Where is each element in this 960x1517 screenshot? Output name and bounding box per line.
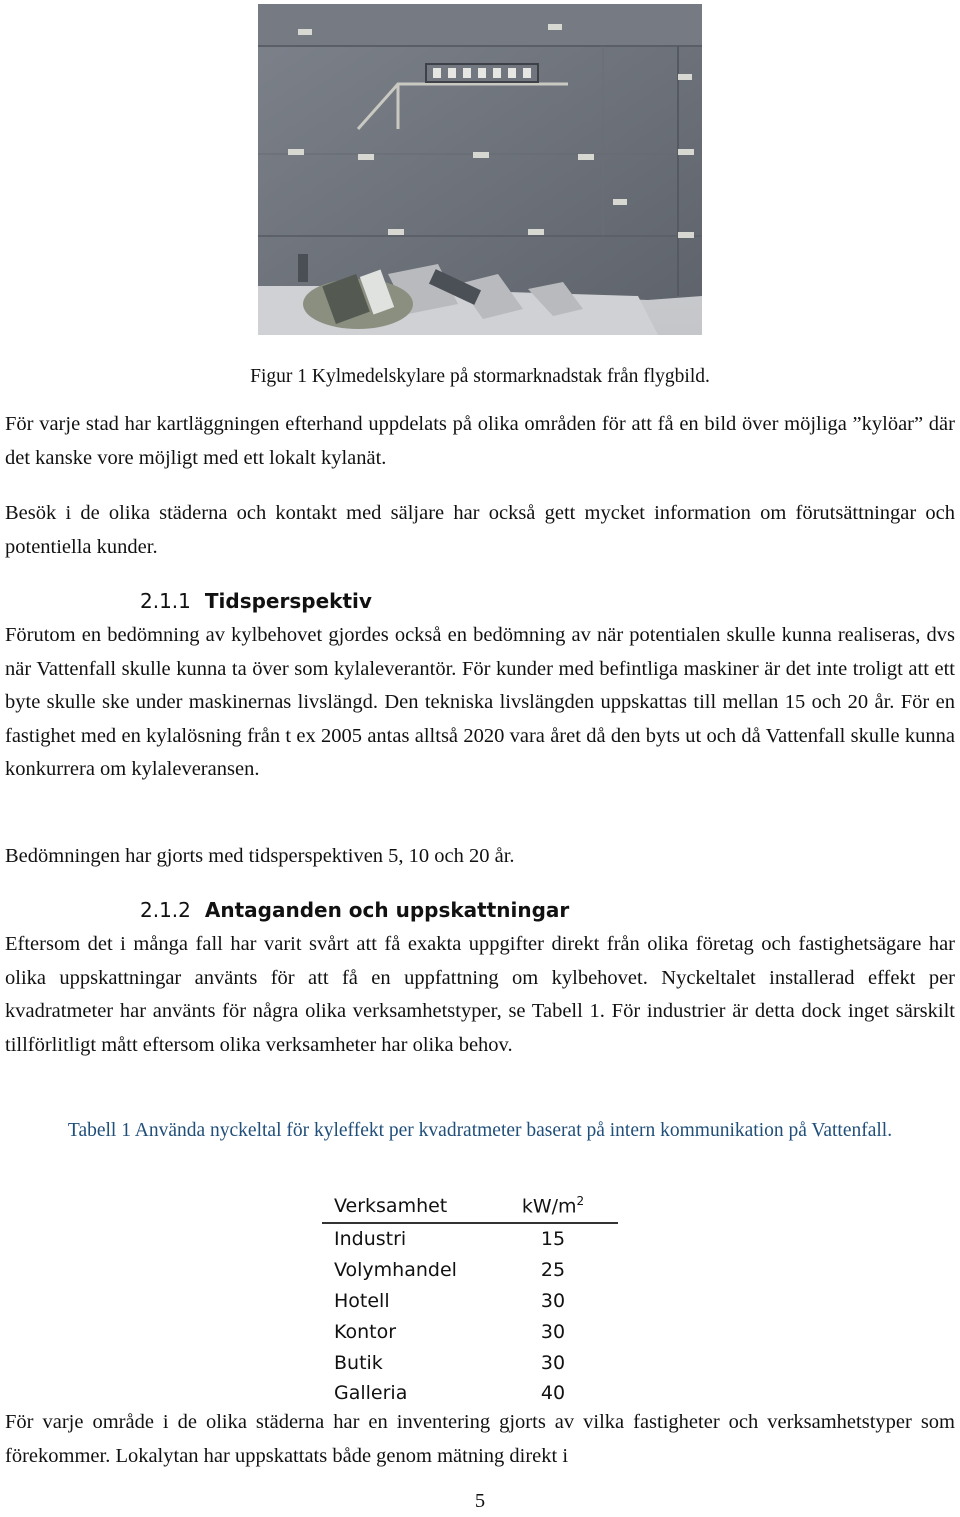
section-title: Tidsperspektiv xyxy=(204,589,372,613)
table-cell-value: 40 xyxy=(540,1382,566,1405)
table-cell-value: 15 xyxy=(540,1228,566,1251)
paragraph-kartlaggning: För varje stad har kartläggningen efterhand uppdelats på olika områden för att få en bild över möjliga ”kylöar” där det kanske vore möjligt med ett lokalt kylanät. xyxy=(5,413,955,469)
aerial-photo-figure xyxy=(258,4,702,335)
table-cell-verksamhet: Galleria xyxy=(334,1382,408,1405)
figure-caption: Figur 1 Kylmedelskylare på stormarknadstak från flygbild. xyxy=(250,366,710,387)
section-heading-tidsperspektiv xyxy=(140,589,372,613)
table-cell-verksamhet: Kontor xyxy=(334,1320,397,1343)
table-cell-value: 25 xyxy=(540,1259,566,1282)
table-cell-value: 30 xyxy=(540,1320,566,1343)
paragraph-inventering: För varje område i de olika städerna har en inventering gjorts av vilka fastigheter och verksamhetstyper som förekommer. Lokalytan har uppskattats både genom mätning direkt i xyxy=(5,1411,955,1467)
table-header-row xyxy=(322,1190,618,1224)
table-row xyxy=(322,1347,618,1378)
table-cell-verksamhet: Industri xyxy=(334,1228,407,1251)
paragraph-tidsperspektiv: Förutom en bedömning av kylbehovet gjordes också en bedömning av när potentialen skulle kunna realiseras, dvs när Vattenfall skulle kunna ta över som kylaleverantör. För kunder med befintliga maskiner är det inte troligt att ett byte skulle ske under maskinernas livslängd. Den tekniska livslängden uppskattas till mellan 15 och 20 år. För en fastighet med en kylalösning från t ex 2005 antas alltså 2020 vara året då den byts ut och då Vattenfall skulle kunna konkurrera om kylaleveransen. xyxy=(5,624,955,780)
table-row xyxy=(322,1378,618,1409)
table-row xyxy=(322,1255,618,1286)
column-header-verksamhet: Verksamhet xyxy=(334,1195,448,1217)
table-caption: Tabell 1 Använda nyckeltal för kyleffekt per kvadratmeter baserat på intern kommunikation på Vattenfall. xyxy=(67,1120,893,1141)
table-row xyxy=(322,1224,618,1255)
unit-text: kW/m xyxy=(521,1195,577,1218)
key-figures-table xyxy=(322,1190,618,1409)
section-number: 2.1.2 xyxy=(140,898,191,922)
table-cell-verksamhet: Butik xyxy=(334,1351,383,1374)
table-row xyxy=(322,1286,618,1317)
paragraph-besok: Besök i de olika städerna och kontakt med säljare har också gett mycket information om förutsättningar och potentiella kunder. xyxy=(5,502,955,558)
table-cell-verksamhet: Volymhandel xyxy=(334,1259,457,1282)
column-header-kw-per-m2 xyxy=(518,1194,588,1217)
section-title: Antaganden och uppskattningar xyxy=(204,898,570,922)
table-row xyxy=(322,1316,618,1347)
table-cell-verksamhet: Hotell xyxy=(334,1289,390,1312)
unit-superscript: 2 xyxy=(576,1194,585,1209)
paragraph-antaganden: Eftersom det i många fall har varit svårt att få exakta uppgifter direkt från olika företag och fastighetsägare har olika uppskattningar använts för att få en uppfattning om kylbehovet. Nyckeltalet installerad effekt per kvadratmeter har använts för några olika verksamhetstyper, se Tabell 1. För industrier är detta dock inget särskilt tillförlitligt mått eftersom olika verksamheter har olika behov. xyxy=(5,933,955,1056)
section-number: 2.1.1 xyxy=(140,589,191,613)
page-number: 5 xyxy=(474,1490,486,1512)
paragraph-bedomningen: Bedömningen har gjorts med tidsperspektiven 5, 10 och 20 år. xyxy=(5,845,515,867)
aerial-photo-drawing xyxy=(258,4,702,335)
table-cell-value: 30 xyxy=(540,1351,566,1374)
section-heading-antaganden xyxy=(140,898,569,922)
table-cell-value: 30 xyxy=(540,1289,566,1312)
